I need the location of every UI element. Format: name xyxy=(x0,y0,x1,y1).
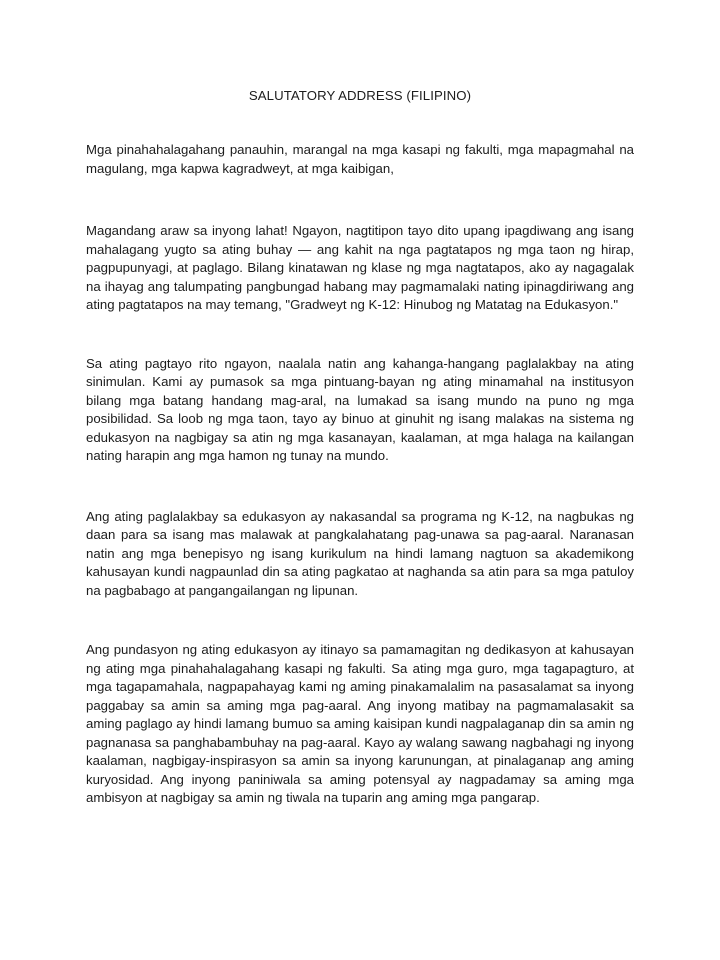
body-paragraph-4: Ang pundasyon ng ating edukasyon ay itinayo sa pamamagitan ng dedikasyon at kahusayan ng ating mga pinahahalagahang kasapi ng fakulti. Sa ating mga guro, mga tagapagturo, at mga tagapamahala, nagpapahayag kami ng aming pinakamalalim na pasasalamat sa inyong paggabay sa amin sa aming mga pag-aaral. Ang inyong matibay na pagmamalasakit sa aming paglago ay hindi lamang bumuo sa aming kaisipan kundi nagpalaganap din sa amin ng pagnanasa sa panghabambuhay na pag-aaral. Kayo ay walang sawang nagbahagi ng inyong kaalaman, nagbigay-inspirasyon sa amin sa inyong karunungan, at pinalaganap ang aming kuryosidad. Ang inyong paniniwala sa aming potensyal ay nagpadamay sa aming mga ambisyon at nagbigay sa amin ng tiwala na tuparin ang aming mga pangarap. xyxy=(86,642,634,805)
body-paragraph-1: Magandang araw sa inyong lahat! Ngayon, nagtitipon tayo dito upang ipagdiwang ang isang mahalagang yugto sa ating buhay — ang kahit na nga pagtatapos ng mga taon ng hirap, pagpupunyagi, at paglago. Bilang kinatawan ng klase ng mga nagtatapos, ako ay nagagalak na ihayag ang talumpating pangbungad habang may pagmamalaki nating ipinagdiriwang ang ating pagtatapos na may temang, "Gradweyt ng K-12: Hinubog ng Matatag na Edukasyon." xyxy=(86,223,634,312)
body-paragraph-2: Sa ating pagtayo rito ngayon, naalala natin ang kahanga-hangang paglalakbay na ating sinimulan. Kami ay pumasok sa mga pintuang-bayan ng ating minamahal na institusyon bilang mga batang handang mag-aral, na lumakad sa isang mundo na puno ng mga posibilidad. Sa loob ng mga taon, tayo ay binuo at ginuhit ng isang malakas na sistema ng edukasyon na nagbigay sa atin ng mga kasanayan, kaalaman, at mga halaga na kailangan nating harapin ang mga hamon ng tunay na mundo. xyxy=(86,355,634,463)
salutation-paragraph: Mga pinahahalagahang panauhin, marangal na mga kasapi ng fakulti, mga mapagmahal na magulang, mga kapwa kagradweyt, at mga kaibigan, xyxy=(86,142,634,176)
body-paragraph-3: Ang ating paglalakbay sa edukasyon ay nakasandal sa programa ng K-12, na nagbukas ng daan para sa isang mas malawak at pangkalahatang pag-unawa sa pag-aaral. Naranasan natin ang mga benepisyo ng isang kurikulum na hindi lamang nagtuon sa akademikong kahusayan kundi nagpaunlad din sa ating pagkatao at naghanda sa atin para sa mga patuloy na pagbabago at pangangailangan ng lipunan. xyxy=(86,508,634,598)
document-title: SALUTATORY ADDRESS (FILIPINO) xyxy=(248,88,472,103)
